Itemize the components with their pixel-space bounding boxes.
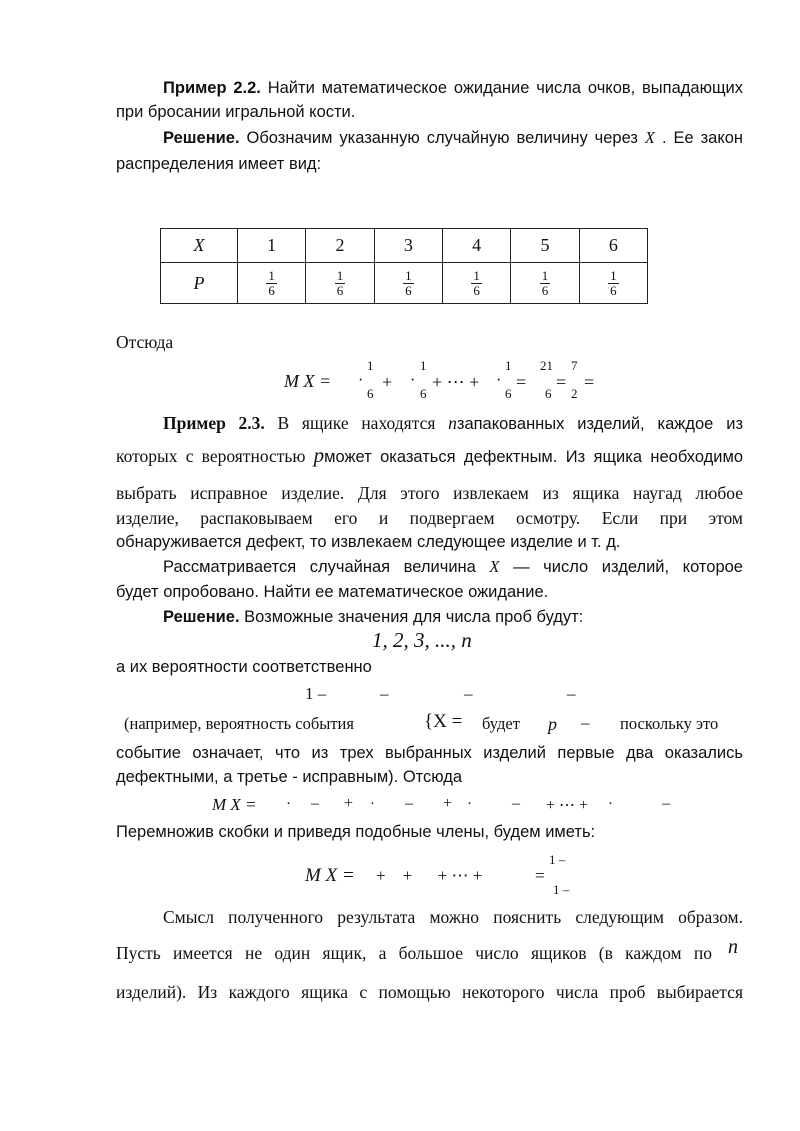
example-2-2-line-1 xyxy=(163,76,743,100)
formula-3-top: 1 – xyxy=(549,852,566,867)
example-2-3-label: Пример 2.3. xyxy=(163,413,265,433)
formula-2-part-3: · xyxy=(370,796,375,812)
table-cell-p2: $\frac{1}{6}$ xyxy=(306,263,374,304)
solution-2-2-line-2: распределения имеет вид: xyxy=(116,155,322,173)
table-cell-p4: $\frac{1}{6}$ xyxy=(442,263,510,304)
final-line-2 xyxy=(116,936,743,965)
formula-1-bot-4: 6 xyxy=(545,386,552,401)
table-row-p xyxy=(161,263,648,304)
formula-1-top-3: 1 xyxy=(505,358,512,373)
formula-1-dot-3: · xyxy=(496,372,502,389)
example-2-3-line-2 xyxy=(116,443,743,469)
variable-x: X xyxy=(644,128,656,147)
example-paragraph-text-c: поскольку это xyxy=(620,714,719,733)
example-2-3-line-4: изделие, распаковываем его и подвергаем осмотру. Если при этом xyxy=(116,508,743,528)
formula-1-top-2: 1 xyxy=(420,358,427,373)
variable-n: n xyxy=(448,413,457,433)
example-2-2-line-2: при бросании игральной кости. xyxy=(116,103,356,121)
formula-1-eq-2: = xyxy=(556,372,567,392)
example-2-3-line-1 xyxy=(163,411,743,436)
formula-1-bot-5: 2 xyxy=(571,386,578,401)
table-cell-p1: $\frac{1}{6}$ xyxy=(238,263,306,304)
example-2-3-text-2b: может оказаться дефектным. Из ящика необходимо xyxy=(324,448,744,466)
solution-2-3-line-1 xyxy=(163,605,743,629)
variable-x-2: X xyxy=(489,557,500,576)
example-2-3-line-5: обнаруживается дефект, то извлекаем следующее изделие и т. д. xyxy=(116,533,621,551)
formula-1-bot-3: 6 xyxy=(505,386,512,401)
distribution-table xyxy=(160,228,648,304)
multiply-text: Перемножив скобки и приведя подобные члены, будем иметь: xyxy=(116,823,596,841)
solution-2-2-line-1 xyxy=(163,126,743,150)
prob-term-4: – xyxy=(567,684,576,703)
formula-3-eq: = xyxy=(535,866,545,885)
solution-2-2-text-a: Обозначим указанную случайную величину через xyxy=(246,129,638,147)
example-2-3-text-6b: — число изделий, которое xyxy=(513,558,743,576)
table-header-x: X xyxy=(161,229,238,263)
formula-1-top-5: 7 xyxy=(571,358,578,373)
formula-1-plus-1: + xyxy=(382,372,393,392)
table-cell-x2: 2 xyxy=(306,229,374,263)
formula-1-top-4: 21 xyxy=(540,358,553,373)
table-cell-p3: $\frac{1}{6}$ xyxy=(374,263,442,304)
formula-2-part-5: + xyxy=(443,795,453,812)
table-cell-x3: 3 xyxy=(374,229,442,263)
example-paragraph-text-a: (например, вероятность события xyxy=(124,714,354,733)
example-2-3-text-6a: Рассматривается случайная величина xyxy=(163,558,476,576)
table-cell-x5: 5 xyxy=(511,229,579,263)
solution-2-3-text: Возможные значения для числа проб будут: xyxy=(244,608,584,626)
example-2-3-line-3: выбрать исправное изделие. Для этого извлекаем из ящика наугад любое xyxy=(116,483,743,503)
formula-3-lhs: M X = xyxy=(305,865,355,886)
hence-text: Отсюда xyxy=(116,332,174,352)
sequence-formula: 1, 2, 3, ..., n xyxy=(372,628,472,652)
formula-1-eq-3: = xyxy=(584,372,595,392)
variable-p-2: p xyxy=(548,714,557,734)
formula-2-part-6: · xyxy=(467,796,472,812)
table-cell-x4: 4 xyxy=(442,229,510,263)
formula-1-eq-1: = xyxy=(516,372,527,392)
formula-2-part-0: · xyxy=(286,796,291,812)
example-2-2-text-1: Найти математическое ожидание числа очков, выпадающих xyxy=(267,79,743,97)
final-line-3: изделий). Из каждого ящика с помощью некоторого числа проб выбирается xyxy=(116,982,743,1002)
variable-n-2: n xyxy=(728,936,738,958)
prob-term-3: – xyxy=(464,684,473,703)
probs-intro: а их вероятности соответственно xyxy=(116,658,372,676)
formula-1-plus-dots: + ⋯ + xyxy=(432,372,480,392)
example-paragraph-line-2: событие означает, что из трех выбранных изделий первые два оказались xyxy=(116,744,743,762)
table-cell-p6: $\frac{1}{6}$ xyxy=(579,263,647,304)
final-line-1: Смысл полученного результата можно пояснить следующим образом. xyxy=(163,907,743,927)
table-cell-x1: 1 xyxy=(238,229,306,263)
formula-2-lhs: M X = xyxy=(212,795,257,814)
table-header-p: P xyxy=(161,263,238,304)
formula-1-bot-1: 6 xyxy=(367,386,374,401)
formula-2-part-7: – xyxy=(512,795,520,812)
example-paragraph-text-b: будет xyxy=(482,714,520,733)
formula-1-bot-2: 6 xyxy=(420,386,427,401)
formula-3-bot: 1 – xyxy=(553,882,570,897)
final-text-2: Пусть имеется не один ящик, а большое число ящиков (в каждом по xyxy=(116,943,712,963)
formula-1-lhs: M X = xyxy=(284,371,332,391)
formula-1-top-1: 1 xyxy=(367,358,374,373)
example-2-3-text-2a: которых с вероятностью xyxy=(116,446,306,466)
formula-1-dot-2: · xyxy=(410,372,416,389)
variable-p: p xyxy=(313,443,325,467)
table-cell-p5: $\frac{1}{6}$ xyxy=(511,263,579,304)
formula-2-part-9: · xyxy=(608,796,613,812)
formula-2-part-1: – xyxy=(311,795,319,812)
formula-2-part-4: – xyxy=(405,795,413,812)
formula-3-middle: + + + ⋯ + xyxy=(376,866,483,885)
solution-2-2-text-b: . Ее закон xyxy=(661,129,744,147)
minus-sign: – xyxy=(581,713,590,732)
example-paragraph-line-3: дефектными, а третье - исправным). Отсюда xyxy=(116,768,463,786)
solution-2-3-label: Решение. xyxy=(163,608,240,626)
example-2-3-text-1b: запакованных изделий, каждое из xyxy=(456,415,744,433)
example-2-3-text-1a: В ящике находятся xyxy=(277,413,436,433)
formula-2-part-2: + xyxy=(344,795,354,812)
formula-2-part-8: + ⋯ + xyxy=(546,797,589,814)
prob-term-1: 1 – xyxy=(305,684,327,703)
formula-2-part-10: – xyxy=(662,795,670,812)
table-row-x xyxy=(161,229,648,263)
solution-2-2-label: Решение. xyxy=(163,129,240,147)
table-cell-x6: 6 xyxy=(579,229,647,263)
event-expression: {X = xyxy=(424,711,463,732)
example-2-2-label: Пример 2.2. xyxy=(163,79,261,97)
prob-term-2: – xyxy=(380,684,389,703)
formula-1-dot-1: · xyxy=(358,372,364,389)
example-2-3-line-7: будет опробовано. Найти ее математическое ожидание. xyxy=(116,583,549,601)
example-2-3-line-6 xyxy=(163,555,743,579)
